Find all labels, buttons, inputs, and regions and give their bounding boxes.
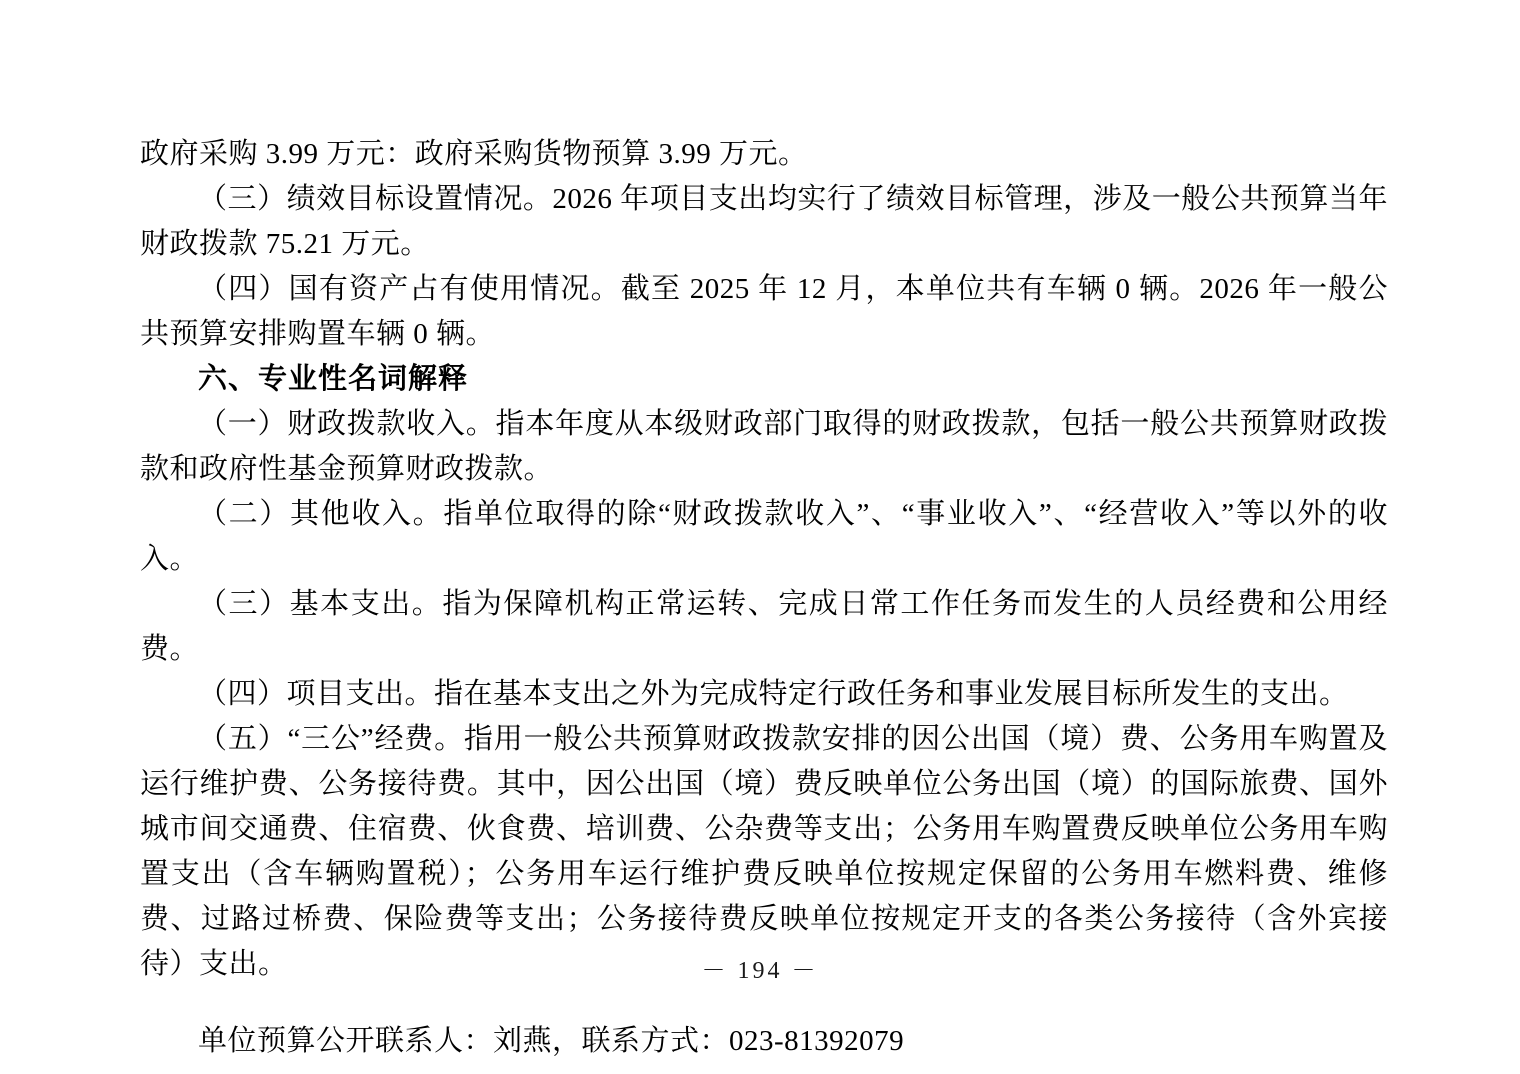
paragraph-government-procurement: 政府采购 3.99 万元：政府采购货物预算 3.99 万元。 [140, 138, 808, 170]
budget-disclosure-contact-line: 单位预算公开联系人：刘燕，联系方式：023-81392079 [198, 1025, 905, 1057]
paragraph-state-owned-assets: （四）国有资产占有使用情况。截至 2025 年 12 月，本单位共有车辆 0 辆。2026 年一般公共预算安排购置车辆 0 辆。 [140, 273, 1388, 350]
paragraph-performance-target: （三）绩效目标设置情况。2026 年项目支出均实行了绩效目标管理，涉及一般公共预算当年财政拨款 75.21 万元。 [140, 183, 1388, 260]
paragraph-term-three-public-expenses: （五）“三公”经费。指用一般公共预算财政拨款安排的因公出国（境）费、公务用车购置及运行维护费、公务接待费。其中，因公出国（境）费反映单位公务出国（境）的国际旅费、国外城市间交通费、住宿费、伙食费、培训费、公杂费等支出；公务用车购置费反映单位公务用车购置支出（含车辆购置税）；公务用车运行维护费反映单位按规定保留的公务用车燃料费、维修费、过路过桥费、保险费等支出；公务接待费反映单位按规定开支的各类公务接待（含外宾接待）支出。 [140, 723, 1388, 980]
paragraph-term-fiscal-appropriation-income: （一）财政拨款收入。指本年度从本级财政部门取得的财政拨款，包括一般公共预算财政拨款和政府性基金预算财政拨款。 [140, 408, 1388, 485]
section-heading-terminology: 六、专业性名词解释 [198, 363, 469, 395]
paragraph-term-project-expenditure: （四）项目支出。指在基本支出之外为完成特定行政任务和事业发展目标所发生的支出。 [198, 678, 1349, 710]
document-body [140, 132, 1388, 1064]
paragraph-term-other-income: （二）其他收入。指单位取得的除“财政拨款收入”、“事业收入”、“经营收入”等以外的收入。 [140, 498, 1388, 575]
page-number: － 194 － [701, 958, 819, 984]
paragraph-term-basic-expenditure: （三）基本支出。指为保障机构正常运转、完成日常工作任务而发生的人员经费和公用经费。 [140, 588, 1388, 665]
